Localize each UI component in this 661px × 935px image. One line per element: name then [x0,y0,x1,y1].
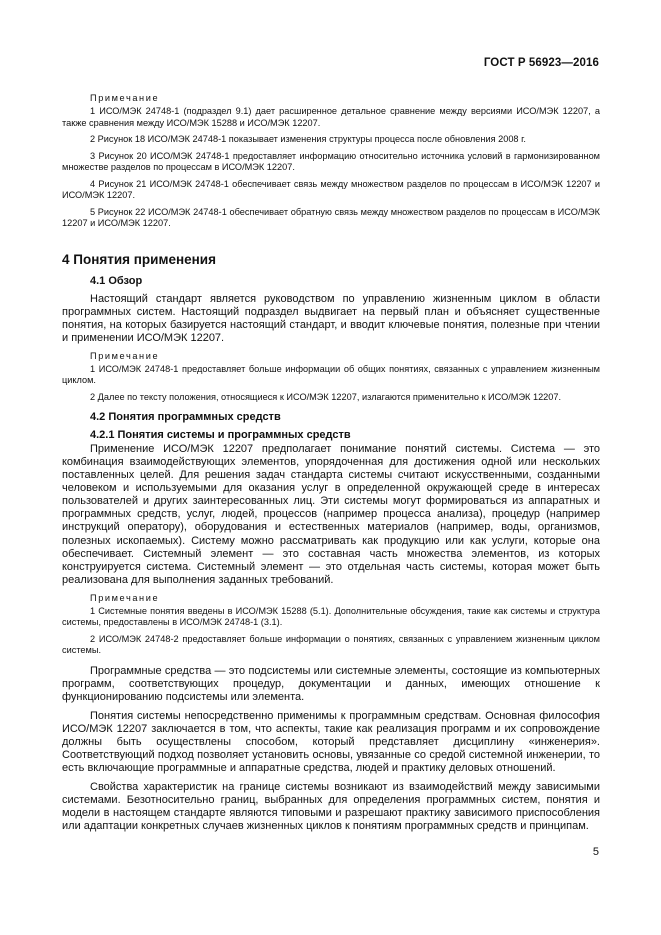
note-heading: Примечание [90,93,160,103]
note-item: 2 Далее по тексту положения, относящиеся к ИСО/МЭК 12207, излагаются применительно к ИСО/МЭК 12207. [90,391,562,402]
document-code: ГОСТ Р 56923—2016 [483,57,599,69]
note-item: 5 Рисунок 22 ИСО/МЭК 24748-1 обеспечивает обратную связь между множеством разделов по процессам в ИСО/МЭК 12207 и ИСО/МЭК 12207. [62,206,600,228]
body-paragraph: Свойства характеристик на границе системы возникают из взаимодействий между зависимыми системами. Безотносительно границ, выбранных для определения программных систем, понятия и модели в настоящем стандарте являются типовыми и разрешают практику зависимого приспособления или адаптации конкретных случаев жизненных циклов к понятиям программных средств и принципам. [62,781,600,833]
note-item: 1 ИСО/МЭК 24748-1 предоставляет больше информации об общих понятиях, связанных с управлением жизненным циклом. [62,363,600,386]
body-paragraph: Применение ИСО/МЭК 12207 предполагает понимание понятий системы. Система — это комбинация взаимодействующих элементов, упорядоченная для достижения одной или нескольких поставленных целей. Для решения задач стандарта системы считают искусственными, созданными человеком и используемыми для оказания услуг в определенной окружающей среде в интересах пользователей и других заинтересованных лиц. Эти системы могут формироваться из аппаратных и программных средств, услуг, людей, процессов (например процесса анализа), процедур (например инструкций оператору), оборудования и естественных материалов (например, воды, организмов, полезных ископаемых). Систему можно рассматривать как продукцию или как услуги, которые она обеспечивает. Системный элемент — это составная часть множества элементов, из которых конструируется система. Системный элемент — это отдельная часть системы, которая может быть реализована для выполнения заданных требований. [62,443,600,586]
note-item: 1 ИСО/МЭК 24748-1 (подраздел 9.1) дает расширенное детальное сравнение между версиями ИСО/МЭК 12207, а также сравнения между ИСО/МЭК 15288 и ИСО/МЭК 12207. [62,106,600,128]
body-paragraph: Настоящий стандарт является руководством по управлению жизненным циклом в области программных систем. Настоящий подраздел выдвигает на первый план и объясняет существенные понятия, на которых базируется настоящий стандарт, и вводит ключевые понятия, полезные при чтении и применении ИСО/МЭК 12207. [62,292,600,344]
note-heading: Примечание [90,350,160,361]
page-content [62,93,600,839]
notes-block [62,351,600,404]
subsection-heading: 4.2 Понятия программных средств [90,411,281,424]
body-paragraph: Программные средства — это подсистемы или системные элементы, состоящие из компьютерных программ, соответствующих процедур, документации и данных, имеющих отношение к функционированию подсистемы или элемента. [62,664,600,703]
note-item: 2 ИСО/МЭК 24748-2 предоставляет больше информации о понятиях, связанных с управлением жизненным циклом системы. [62,633,600,656]
note-item: 2 Рисунок 18 ИСО/МЭК 24748-1 показывает изменения структуры процесса после обновления 2008 г. [90,134,526,144]
note-item: 3 Рисунок 20 ИСО/МЭК 24748-1 предоставляет информацию относительно источника условий в гармонизированном множестве разделов по процессам в ИСО/МЭК 12207. [62,150,600,172]
subsection-heading: 4.1 Обзор [90,274,143,287]
notes-block [62,593,600,657]
note-item: 1 Системные понятия введены в ИСО/МЭК 15288 (5.1). Дополнительные обсуждения, такие как системы и структура системы, предоставлены в ИСО/МЭК 24748-1 (3.1). [62,605,600,628]
page-number: 5 [592,846,599,858]
subsubsection-heading: 4.2.1 Понятия системы и программных средств [90,429,351,442]
note-heading: Примечание [90,592,160,603]
notes-block [62,93,600,230]
note-item: 4 Рисунок 21 ИСО/МЭК 24748-1 обеспечивает связь между множеством разделов по процессам в ИСО/МЭК 12207 и ИСО/МЭК 12207. [62,178,600,200]
section-heading: 4 Понятия применения [62,251,216,267]
body-paragraph: Понятия системы непосредственно применимы к программным средствам. Основная философия ИСО/МЭК 12207 заключается в том, что аспекты, такие как реализация программ и их сопровождение должны быть осуществлены способом, который представляет дисциплину «инженерия». Соответствующий подход позволяет установить основы, увязанные со средой системной инженерии, то есть включающие программные и аппаратные средства, людей и практику деловых отношений. [62,709,600,775]
